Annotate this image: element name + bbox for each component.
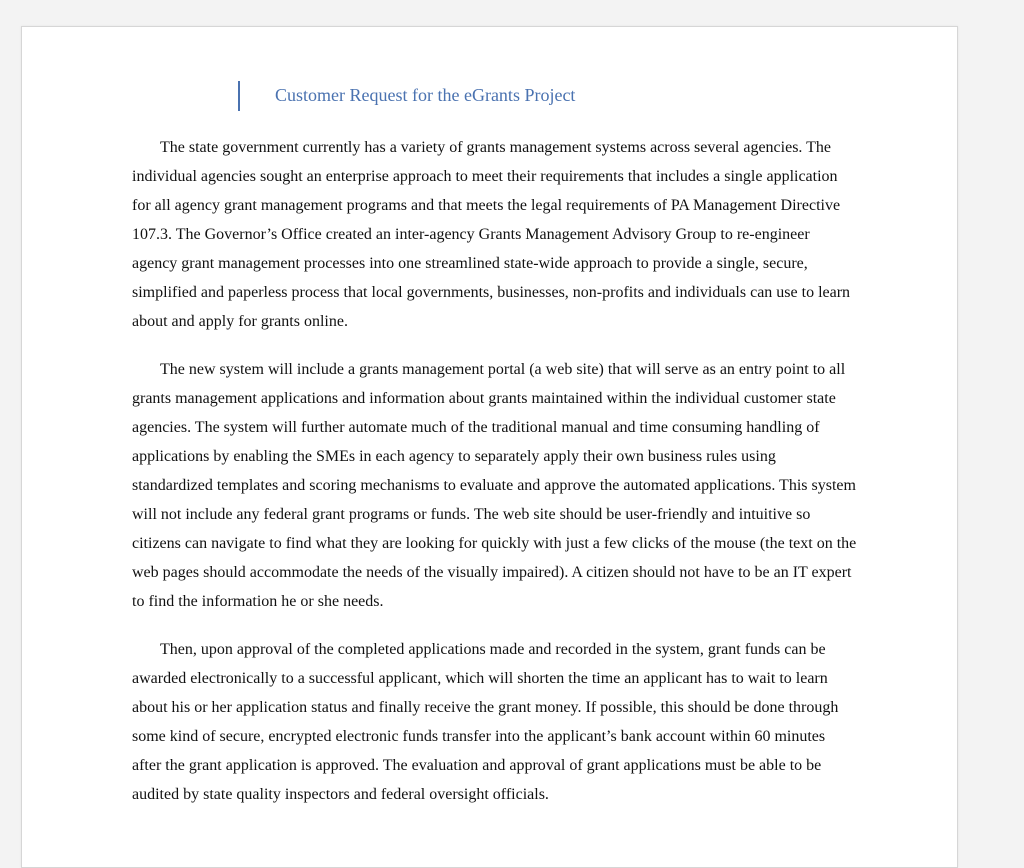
document-page[interactable] (21, 26, 958, 868)
document-title[interactable]: Customer Request for the eGrants Project (275, 85, 576, 105)
paragraph-2[interactable]: The new system will include a grants management portal (a web site) that will serve as an entry point to all grants management applications and information about grants maintained within the individual customer state agencies. The system will further automate much of the traditional manual and time consuming handling of applications by enabling the SMEs in each agency to separately apply their own business rules using standardized templates and scoring mechanisms to evaluate and approve the automated applications. This system will not include any federal grant programs or funds. The web site should be user-friendly and intuitive so citizens can navigate to find what they are looking for quickly with just a few clicks of the mouse (the text on the web pages should accommodate the needs of the visually impaired). A citizen should not have to be an IT expert to find the information he or she needs. (132, 361, 857, 610)
paragraph-3[interactable]: Then, upon approval of the completed applications made and recorded in the system, grant funds can be awarded electronically to a successful applicant, which will shorten the time an applicant has to wait to learn about his or her application status and finally receive the grant money. If possible, this should be done through some kind of secure, encrypted electronic funds transfer into the applicant’s bank account within 60 minutes after the grant application is approved. The evaluation and approval of grant applications must be able to be audited by state quality inspectors and federal oversight officials. (132, 641, 839, 803)
document-body[interactable] (132, 133, 857, 828)
text-cursor (238, 81, 240, 111)
paragraph-1[interactable]: The state government currently has a variety of grants management systems across several agencies. The individual agencies sought an enterprise approach to meet their requirements that includes a single application for all agency grant management programs and that meets the legal requirements of PA Management Directive 107.3. The Governor’s Office created an inter-agency Grants Management Advisory Group to re-engineer agency grant management processes into one streamlined state-wide approach to provide a single, secure, simplified and paperless process that local governments, businesses, non-profits and individuals can use to learn about and apply for grants online. (132, 139, 851, 330)
